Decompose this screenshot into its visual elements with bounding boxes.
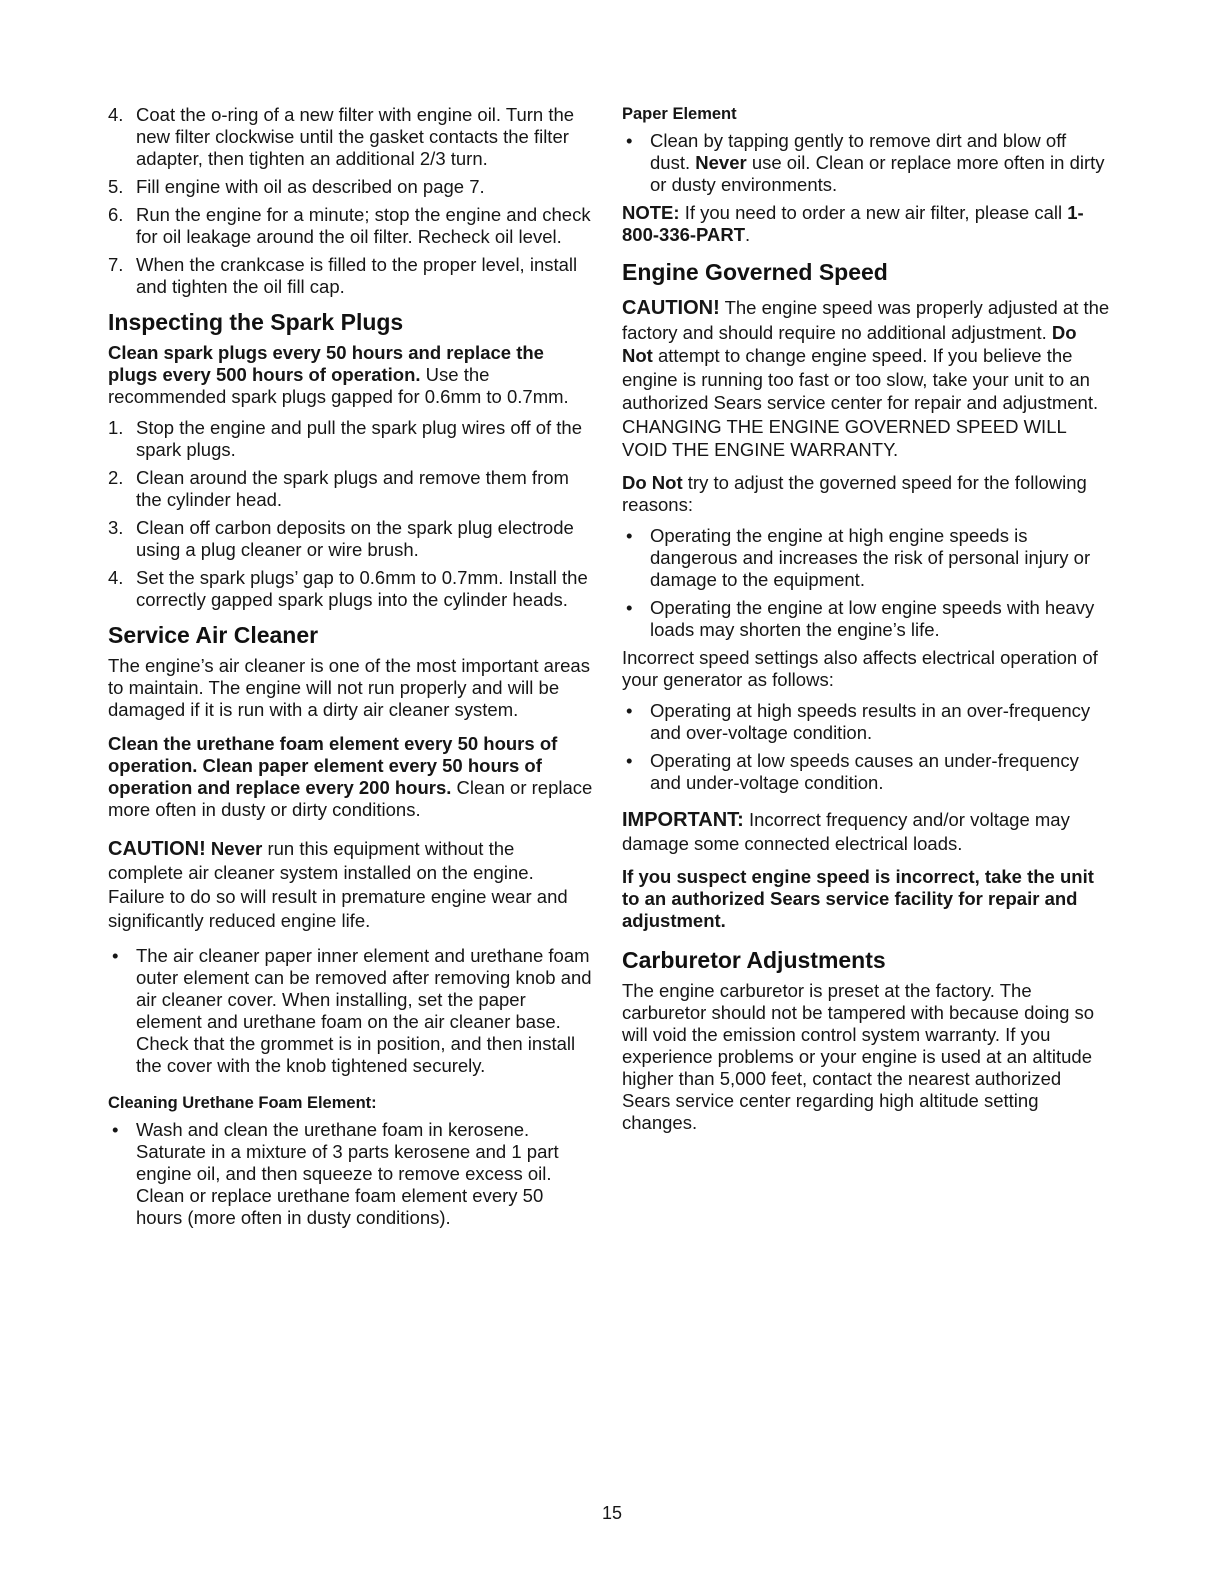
air-cleaner-schedule: Clean the urethane foam element every 50 hours of operation. Clean paper element every 50 hours of operation and replace every 200 hours. Clean or replace more often in dusty or dirty conditions. bbox=[108, 733, 593, 820]
do-not-adjust: Do Not try to adjust the governed speed for the following reasons: bbox=[622, 471, 1087, 515]
oil-step: 4. Coat the o-ring of a new filter with engine oil. Turn the new filter clockwise until the gasket contacts the filter adapter, then tighten an additional 2/3 turn. bbox=[108, 104, 575, 169]
page-number: 15 bbox=[601, 1503, 623, 1523]
foam-heading: Cleaning Urethane Foam Element: bbox=[108, 1094, 377, 1112]
suspect-speed-note: If you suspect engine speed is incorrect, take the unit to an authorized Sears service facility for repair and adjustment. bbox=[622, 865, 1094, 931]
governed-speed-caution: CAUTION! The engine speed was properly adjusted at the factory and should require no additional adjustment. Do Not attempt to change engine speed. If you believe the engine is running too fast or too slow, take your unit to an authorized Sears service center for repair and adjustment. CHANGING THE ENGINE GOVERNED SPEED WILL VOID THE ENGINE WARRANTY. bbox=[622, 297, 1110, 460]
air-cleaner-heading: Service Air Cleaner bbox=[108, 622, 319, 648]
foam-bullet: • Wash and clean the urethane foam in kerosene. Saturate in a mixture of 3 parts kerosene and 1 part engine oil, and then squeeze to remove excess oil. Clean or replace urethane foam element every 50 hours (more often in dusty conditions). bbox=[108, 1119, 594, 1229]
spark-step: 2. Clean around the spark plugs and remove them from the cylinder head. bbox=[108, 467, 569, 510]
bullet-icon: • bbox=[626, 596, 633, 618]
left-column bbox=[108, 104, 594, 1235]
effect-bullet: • Operating at low speeds causes an under-frequency and under-voltage condition. bbox=[622, 750, 1110, 794]
important-note: IMPORTANT: Incorrect frequency and/or voltage may damage some connected electrical loads. bbox=[622, 808, 1070, 854]
bullet-icon: • bbox=[626, 524, 633, 546]
effect-bullet: • Operating at high speeds results in an over-frequency and over-voltage condition. bbox=[622, 700, 1110, 744]
oil-step: 6. Run the engine for a minute; stop the engine and check for oil leakage around the oil filter. Recheck oil level. bbox=[108, 204, 591, 247]
spark-plugs-intro: Clean spark plugs every 50 hours and replace the plugs every 500 hours of operation. Use the recommended spark plugs gapped for 0.6mm to 0.7mm. bbox=[108, 342, 569, 407]
bullet-icon: • bbox=[626, 749, 633, 771]
bullet-icon: • bbox=[112, 945, 119, 966]
paper-element-bullet: • Clean by tapping gently to remove dirt and blow off dust. Never use oil. Clean or replace more often in dirty or dusty environments. bbox=[622, 130, 1110, 196]
oil-step: 5. Fill engine with oil as described on page 7. bbox=[108, 176, 485, 197]
paper-element-heading: Paper Element bbox=[622, 105, 737, 123]
bullet-icon: • bbox=[112, 1119, 119, 1140]
spark-step: 4. Set the spark plugs’ gap to 0.6mm to 0.7mm. Install the correctly gapped spark plugs into the cylinder heads. bbox=[108, 567, 588, 610]
bullet-icon: • bbox=[626, 699, 633, 721]
spark-plugs-heading: Inspecting the Spark Plugs bbox=[108, 309, 404, 335]
governed-speed-heading: Engine Governed Speed bbox=[622, 259, 888, 285]
carburetor-heading: Carburetor Adjustments bbox=[622, 946, 886, 973]
air-cleaner-bullet: • The air cleaner paper inner element and urethane foam outer element can be removed after removing knob and air cleaner cover. When installing, set the paper element and urethane foam on the air cleaner base. Check that the grommet is in position, and then install the cover with the knob tightened securely. bbox=[108, 945, 594, 1077]
air-cleaner-caution: CAUTION! Never run this equipment without the complete air cleaner system installed on the engine. Failure to do so will result in premature engine wear and significantly reduced engine life. bbox=[108, 838, 568, 931]
bullet-icon: • bbox=[626, 130, 633, 151]
carburetor-text: The engine carburetor is preset at the factory. The carburetor should not be tampered with because doing so will void the emission control system warranty. If you experience problems or your engine is used at an altitude higher than 5,000 feet, contact the nearest authorized Sears service center regarding high altitude setting changes. bbox=[622, 979, 1095, 1133]
right-column bbox=[622, 104, 1110, 1143]
reason-bullet: • Operating the engine at low engine speeds with heavy loads may shorten the engine’s life. bbox=[622, 597, 1110, 641]
spark-step: 1. Stop the engine and pull the spark plug wires off of the spark plugs. bbox=[108, 417, 583, 460]
air-cleaner-intro: The engine’s air cleaner is one of the most important areas to maintain. The engine will not run properly and will be damaged if it is run with a dirty air cleaner system. bbox=[108, 655, 590, 720]
reason-bullet: • Operating the engine at high engine speeds is dangerous and increases the risk of personal injury or damage to the equipment. bbox=[622, 525, 1110, 591]
spark-step: 3. Clean off carbon deposits on the spark plug electrode using a plug cleaner or wire brush. bbox=[108, 517, 574, 560]
oil-step: 7. When the crankcase is filled to the proper level, install and tighten the oil fill cap. bbox=[108, 254, 578, 297]
incorrect-speed-note: Incorrect speed settings also affects electrical operation of your generator as follows: bbox=[622, 646, 1098, 690]
air-filter-note: NOTE: If you need to order a new air filter, please call 1-800-336-PART. bbox=[622, 202, 1084, 245]
